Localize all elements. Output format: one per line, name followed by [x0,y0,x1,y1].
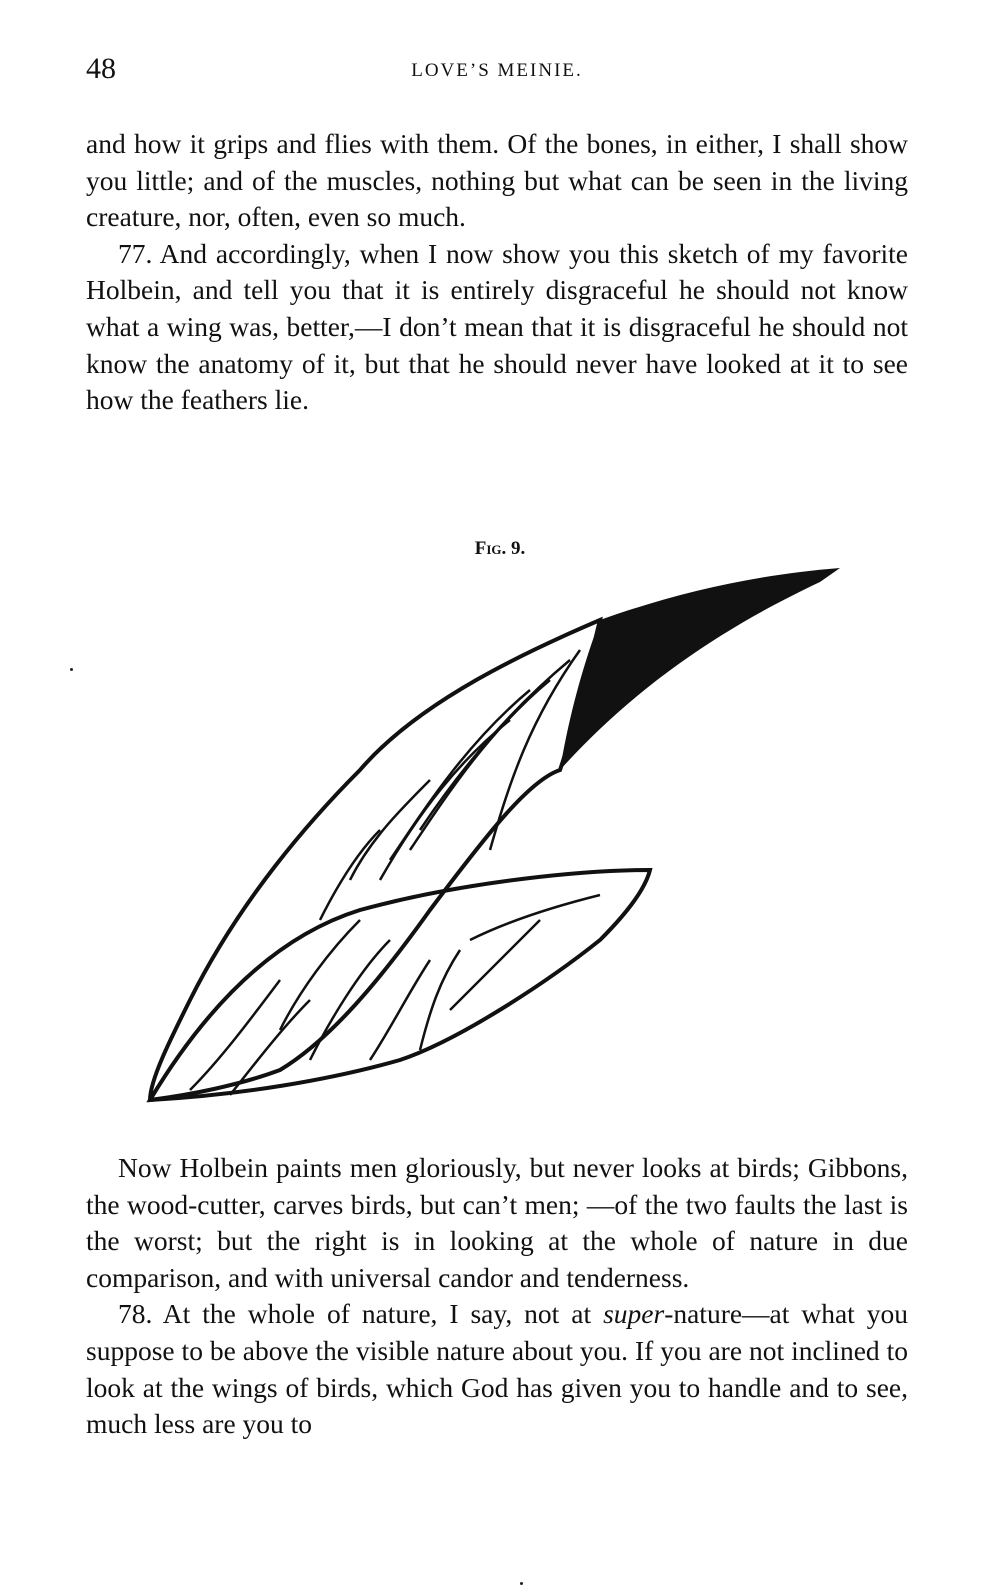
page-number: 48 [86,52,116,85]
paragraph-holbein: Now Holbein paints men gloriously, but never looks at birds; Gibbons, the wood-cutter, carves birds, but can’t men; —of the two faults the last is the worst; but the right is in looking at the whole of nature in due comparison, and with universal candor and tenderness. [86,1152,908,1293]
lower-wing [150,870,650,1100]
paragraph-78-start: 78. At the whole of nature, I say, not at [118,1298,604,1330]
feather-lines [190,650,600,1095]
paragraph-78-end: -nature—at what you suppose to be above the visible nature about you. If you are not inclined to look at the wings of birds, which God has given you to handle and to see, much less are you to [86,1298,909,1440]
wing-tip [560,568,840,770]
figure-caption: Fig. 9. [474,538,526,559]
paragraph-continued: and how it grips and flies with them. Of the bones, in either, I shall show you little; and of the muscles, nothing but what can be seen in the living creature, nor, often, even so much. [86,128,908,233]
text-block-bottom [86,1150,908,1443]
text-block-top [86,126,908,419]
bird-wing-sketch-icon [130,560,850,1120]
paragraph-78 [86,1296,908,1442]
page-header [86,52,908,92]
running-title: LOVE’S MEINIE. [411,60,583,81]
paragraph-77: 77. And accordingly, when I now show you this sketch of my favorite Holbein, and tell you that it is entirely disgraceful he should not know what a wing was, better,—I don’t mean that it is disgraceful he should not know the anatomy of it, but that he should never have looked at it to see how the feathers lie. [86,237,908,416]
emphasis-super: super [603,1298,665,1330]
print-speck [520,1582,523,1585]
print-speck [70,668,73,671]
